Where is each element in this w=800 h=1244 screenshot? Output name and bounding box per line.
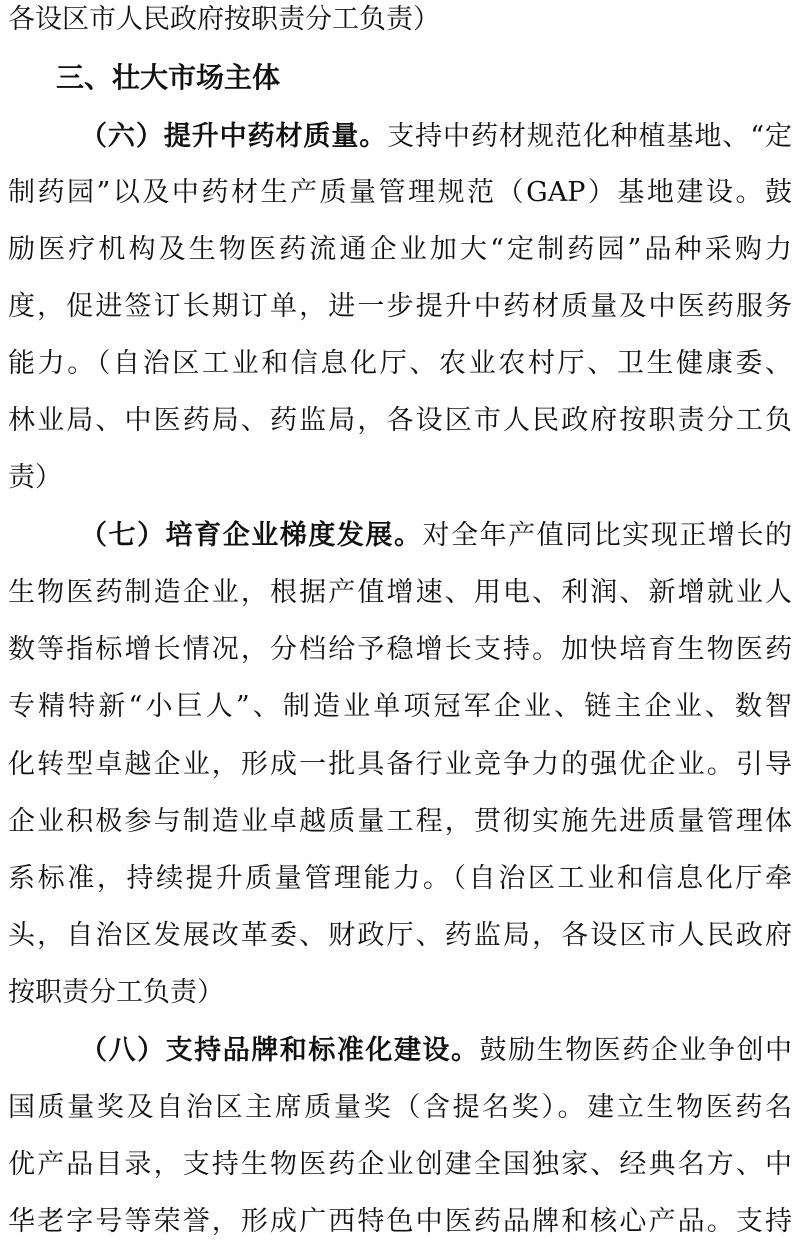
text-line-15 [8, 802, 792, 842]
line-text: 优产品目录，支持生物医药企业创建全国独家、经典名方、中 [8, 1149, 792, 1180]
paragraph-8-text: 鼓励生物医药企业争创中 [479, 1035, 793, 1066]
line-text: 系标准，持续提升质量管理能力。（自治区工业和信息化厅牵 [8, 863, 792, 894]
paragraph-6-text: 支持中药材规范化种植基地、“定 [387, 121, 792, 152]
section-heading-text: 三、壮大市场主体 [56, 61, 281, 94]
text-line-13 [8, 687, 792, 727]
line-text: 头，自治区发展改革委、财政厅、药监局，各设区市人民政府 [8, 920, 792, 951]
text-line-21 [8, 1145, 792, 1185]
line-text: 励医疗机构及生物医药流通企业加大“定制药园”品种采购力 [8, 234, 792, 265]
text-line-7 [8, 344, 792, 384]
line-text: 数等指标增长情况，分档给予稳增长支持。加快培育生物医药 [8, 634, 792, 665]
line-text: 华老字号等荣誉，形成广西特色中医药品牌和核心产品。支持 [8, 1206, 792, 1237]
line-text: 各设区市人民政府按职责分工负责） [8, 4, 440, 35]
line-text: 责） [8, 462, 62, 493]
text-line-12 [8, 630, 792, 670]
text-line-16 [8, 859, 792, 899]
text-line-5 [8, 230, 792, 270]
text-line-8 [8, 401, 792, 441]
text-line-11 [8, 573, 792, 613]
paragraph-8-title: （八）支持品牌和标准化建设。 [80, 1035, 480, 1066]
line-text: 国质量奖及自治区主席质量奖（含提名奖）。建立生物医药名 [8, 1092, 792, 1123]
text-line-18 [8, 973, 792, 1013]
paragraph-8-first-line [80, 1031, 792, 1071]
section-heading [56, 58, 792, 98]
text-line-20 [8, 1088, 792, 1128]
line-text: 专精特新“小巨人”、制造业单项冠军企业、链主企业、数智 [8, 691, 792, 722]
text-line-6 [8, 287, 792, 327]
line-text: 制药园”以及中药材生产质量管理规范（GAP）基地建设。鼓 [8, 177, 792, 208]
paragraph-6-first-line [80, 117, 792, 157]
line-text: 化转型卓越企业，形成一批具备行业竞争力的强优企业。引导 [8, 749, 792, 780]
text-line-22 [8, 1202, 792, 1242]
paragraph-7-first-line [80, 516, 792, 556]
text-line-9 [8, 458, 792, 498]
paragraph-7-text: 对全年产值同比实现正增长的 [422, 520, 792, 551]
line-text: 度，促进签订长期订单，进一步提升中药材质量及中医药服务 [8, 291, 792, 322]
line-text: 生物医药制造企业，根据产值增速、用电、利润、新增就业人 [8, 577, 792, 608]
text-line-4 [8, 173, 792, 213]
line-text: 能力。（自治区工业和信息化厅、农业农村厅、卫生健康委、 [8, 348, 792, 379]
line-text: 按职责分工负责） [8, 977, 224, 1008]
line-text: 林业局、中医药局、药监局，各设区市人民政府按职责分工负 [8, 405, 792, 436]
text-line-14 [8, 745, 792, 785]
text-line-1 [8, 0, 792, 40]
text-line-17 [8, 916, 792, 956]
paragraph-6-title: （六）提升中药材质量。 [80, 121, 388, 152]
line-text: 企业积极参与制造业卓越质量工程，贯彻实施先进质量管理体 [8, 806, 792, 837]
paragraph-7-title: （七）培育企业梯度发展。 [80, 520, 423, 551]
